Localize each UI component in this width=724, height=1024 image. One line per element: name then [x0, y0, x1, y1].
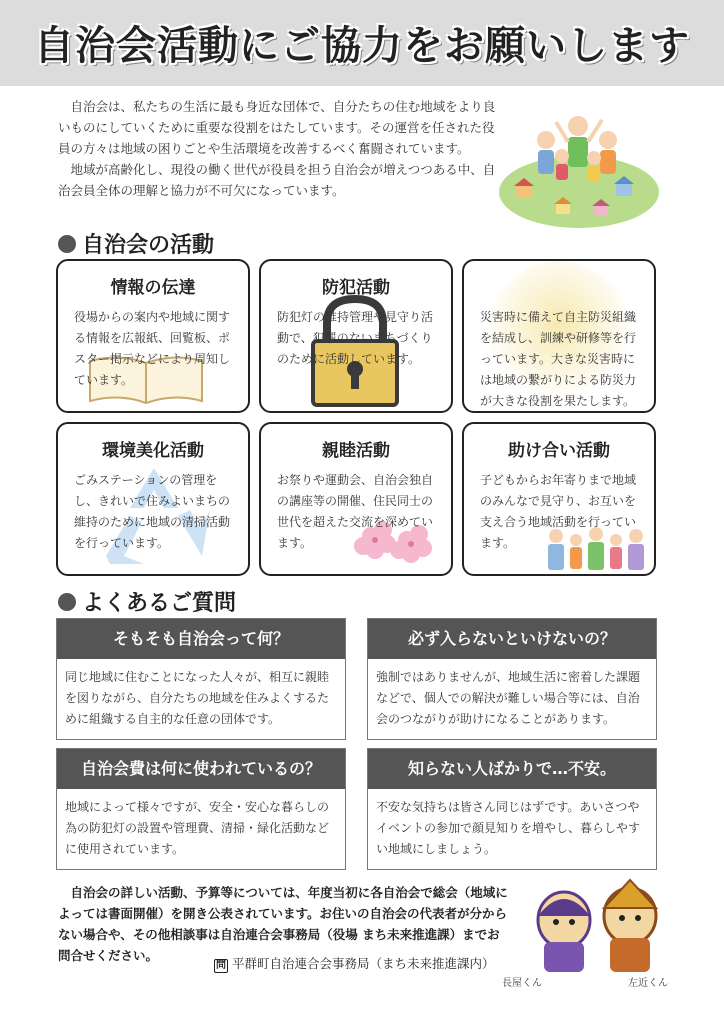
card-text: 子どもからお年寄りまで地域のみんなで見守り、お互いを支え合う地域活動を行っています。: [480, 473, 637, 550]
faq-item-must-join: [367, 618, 657, 740]
faq-heading: [58, 586, 236, 617]
card-text: 防犯灯の維持管理や見守り活動で、犯罪のないまちづくりのために活動しています。: [277, 310, 434, 366]
mascot-label-left: 長屋くん: [502, 978, 542, 989]
mascot-label-right: 左近くん: [628, 978, 668, 989]
faq-item-strangers: [367, 748, 657, 870]
card-text: お祭りや運動会、自治会独自の講座等の開催、住民同士の世代を超えた交流を深めています。: [277, 473, 434, 550]
contact-office: [214, 954, 495, 973]
mascot-illustration: [522, 876, 672, 976]
card-text: ごみステーションの管理をし、きれいで住みよいまちの維持のために地域の清掃活動を行っています。: [74, 473, 231, 550]
card-title: 防犯活動: [322, 278, 390, 298]
activities-heading-label: 自治会の活動: [82, 233, 215, 258]
office-name: 平群町自治連合会事務局（まち未来推進課内）: [232, 956, 495, 971]
faq-question: 自治会費は何に使われているの？: [57, 749, 345, 789]
faq-answer: 地域によって様々ですが、安全・安心な暮らしの為の防犯灯の設置や管理費、清掃・緑化活動などに使用されています。: [65, 800, 330, 856]
inquiry-mark: 問: [216, 960, 226, 971]
heading-bullet-icon: [58, 235, 76, 253]
activity-card-crime-prevention: [259, 259, 453, 413]
card-text: 災害時に備えて自主防災組織を結成し、訓練や研修等を行っています。大きな災害時には地域の繋がりによる防災力が大きな役割を果たします。: [480, 310, 637, 408]
faq-answer: 同じ地域に住むことになった人々が、相互に親睦を図りながら、自分たちの地域を住みよくするために組織する自主的な任意の団体です。: [65, 670, 330, 726]
page-title: 自治会活動にご協力をお願いします: [34, 23, 690, 69]
closing-paragraph: 自治会の詳しい活動、予算等については、年度当初に各自治会で総会（地域によっては書面開催）を開き公表されています。お住いの自治会の代表者が分からない場合や、その他相談事は自治連合会事務局（役場 まち未来推進課）までお問合せください。: [58, 885, 508, 963]
activity-card-environment: [56, 422, 250, 576]
card-title: 情報の伝達: [110, 278, 196, 298]
faq-item-what-is: [56, 618, 346, 740]
activity-card-friendship: [259, 422, 453, 576]
faq-item-fees: [56, 748, 346, 870]
faq-heading-label: よくあるご質問: [82, 591, 237, 616]
faq-question: 知らない人ばかりで…不安。: [368, 749, 656, 789]
intro-text: [58, 96, 498, 201]
heading-bullet-icon: [58, 593, 76, 611]
faq-question: そもそも自治会って何？: [57, 619, 345, 659]
card-title: 親睦活動: [322, 441, 390, 461]
activities-heading: [58, 228, 214, 259]
card-text: 役場からの案内や地域に関する情報を広報紙、回覧板、ポスター掲示などにより周知しています。: [74, 310, 231, 387]
card-title: 環境美化活動: [102, 441, 204, 461]
activity-card-information: [56, 259, 250, 413]
faq-answer: 不安な気持ちは皆さん同じはずです。あいさつやイベントの参加で顔見知りを増やし、暮らしやすい地域にしましょう。: [376, 800, 641, 856]
activity-card-mutual-aid: [462, 422, 656, 576]
card-title: 助け合い活動: [508, 441, 610, 461]
activity-card-disaster-prevention: [462, 259, 656, 413]
faq-question: 必ず入らないといけないの？: [368, 619, 656, 659]
intro-paragraph-2: 地域が高齢化し、現役の働く世代が役員を担う自治会が増えつつある中、自治会員全体の理解と協力が不可欠になっています。: [58, 162, 496, 198]
intro-paragraph-1: 自治会は、私たちの生活に最も身近な団体で、自分たちの住む地域をより良いものにしていくために重要な役割をはたしています。その運営を任された役員の方々は地域の困りごとや生活環境を改善するべく奮闘されています。: [58, 99, 496, 156]
faq-answer: 強制ではありませんが、地域生活に密着した課題などで、個人での解決が難しい場合等には、自治会のつながりが助けになることがあります。: [376, 670, 641, 726]
town-people-illustration: [496, 100, 662, 230]
